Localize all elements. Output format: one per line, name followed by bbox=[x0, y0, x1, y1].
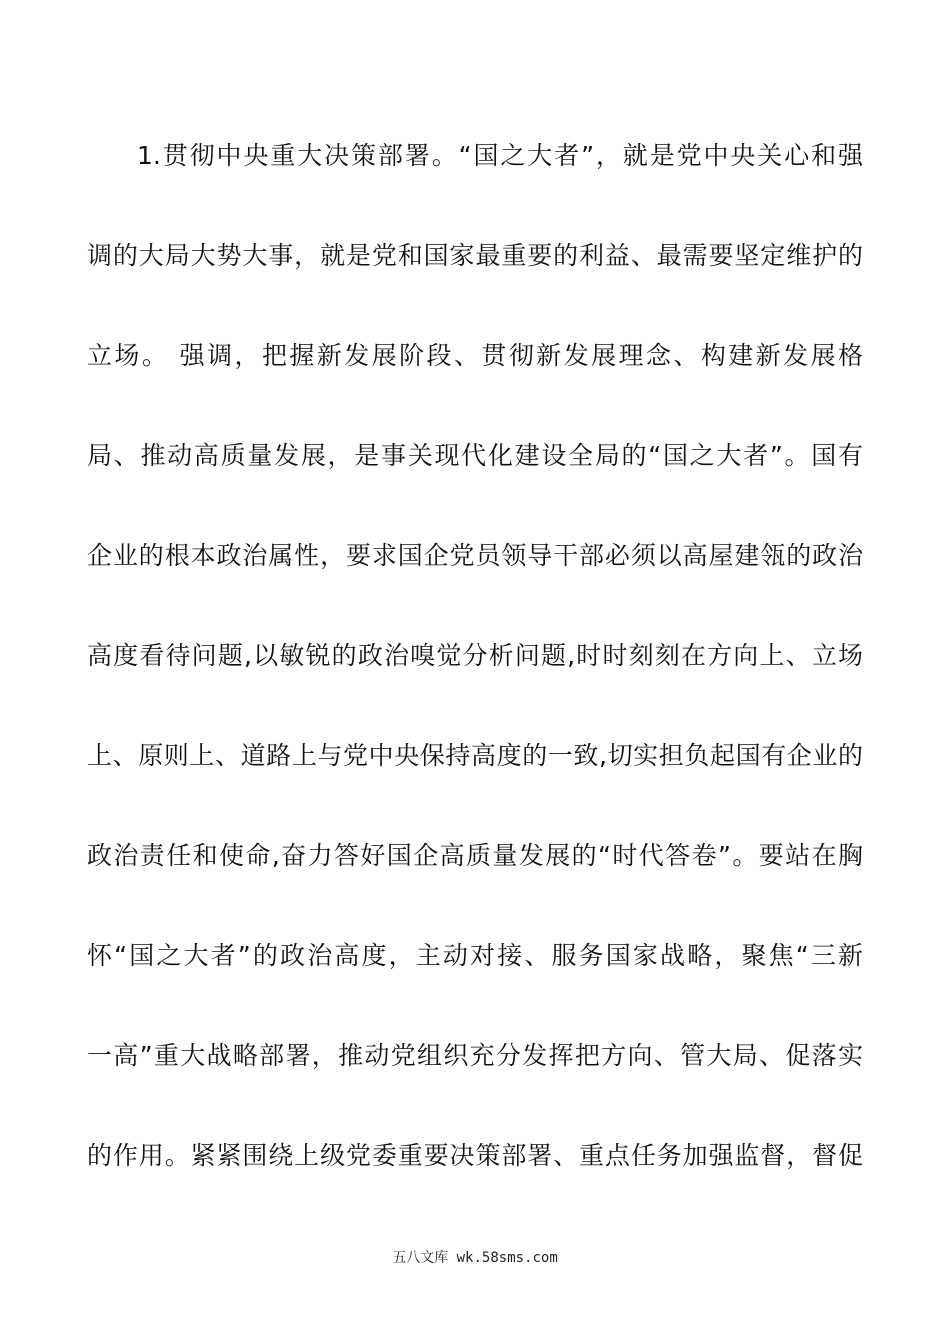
paragraph-line-7: 上、原则上、道路上与党中央保持高度的一致,切实担负起国有企业的 bbox=[87, 741, 863, 770]
paragraph-line-8: 政治责任和使命,奋力答好国企高质量发展的“时代答卷”。要站在胸 bbox=[87, 841, 863, 870]
paragraph-line-2: 调的大局大势大事，就是党和国家最重要的利益、最需要坚定维护的 bbox=[87, 241, 863, 270]
paragraph-line-1: 1.贯彻中央重大决策部署。“国之大者”，就是党中央关心和强 bbox=[137, 141, 863, 170]
paragraph-line-9: 怀“国之大者”的政治高度，主动对接、服务国家战略，聚焦“三新 bbox=[87, 941, 863, 970]
paragraph-line-4: 局、推动高质量发展，是事关现代化建设全局的“国之大者”。国有 bbox=[87, 441, 863, 470]
paragraph-line-3: 立场。 强调，把握新发展阶段、贯彻新发展理念、构建新发展格 bbox=[87, 341, 863, 370]
paragraph-line-6: 高度看待问题,以敏锐的政治嗅觉分析问题,时时刻刻在方向上、立场 bbox=[87, 641, 863, 670]
footer-watermark: 五八文库 wk.58sms.com bbox=[392, 1250, 558, 1266]
paragraph-line-11: 的作用。紧紧围绕上级党委重要决策部署、重点任务加强监督，督促 bbox=[87, 1141, 863, 1170]
paragraph-line-5: 企业的根本政治属性，要求国企党员领导干部必须以高屋建瓴的政治 bbox=[87, 541, 863, 570]
paragraph-line-10: 一高”重大战略部署，推动党组织充分发挥把方向、管大局、促落实 bbox=[87, 1041, 863, 1070]
